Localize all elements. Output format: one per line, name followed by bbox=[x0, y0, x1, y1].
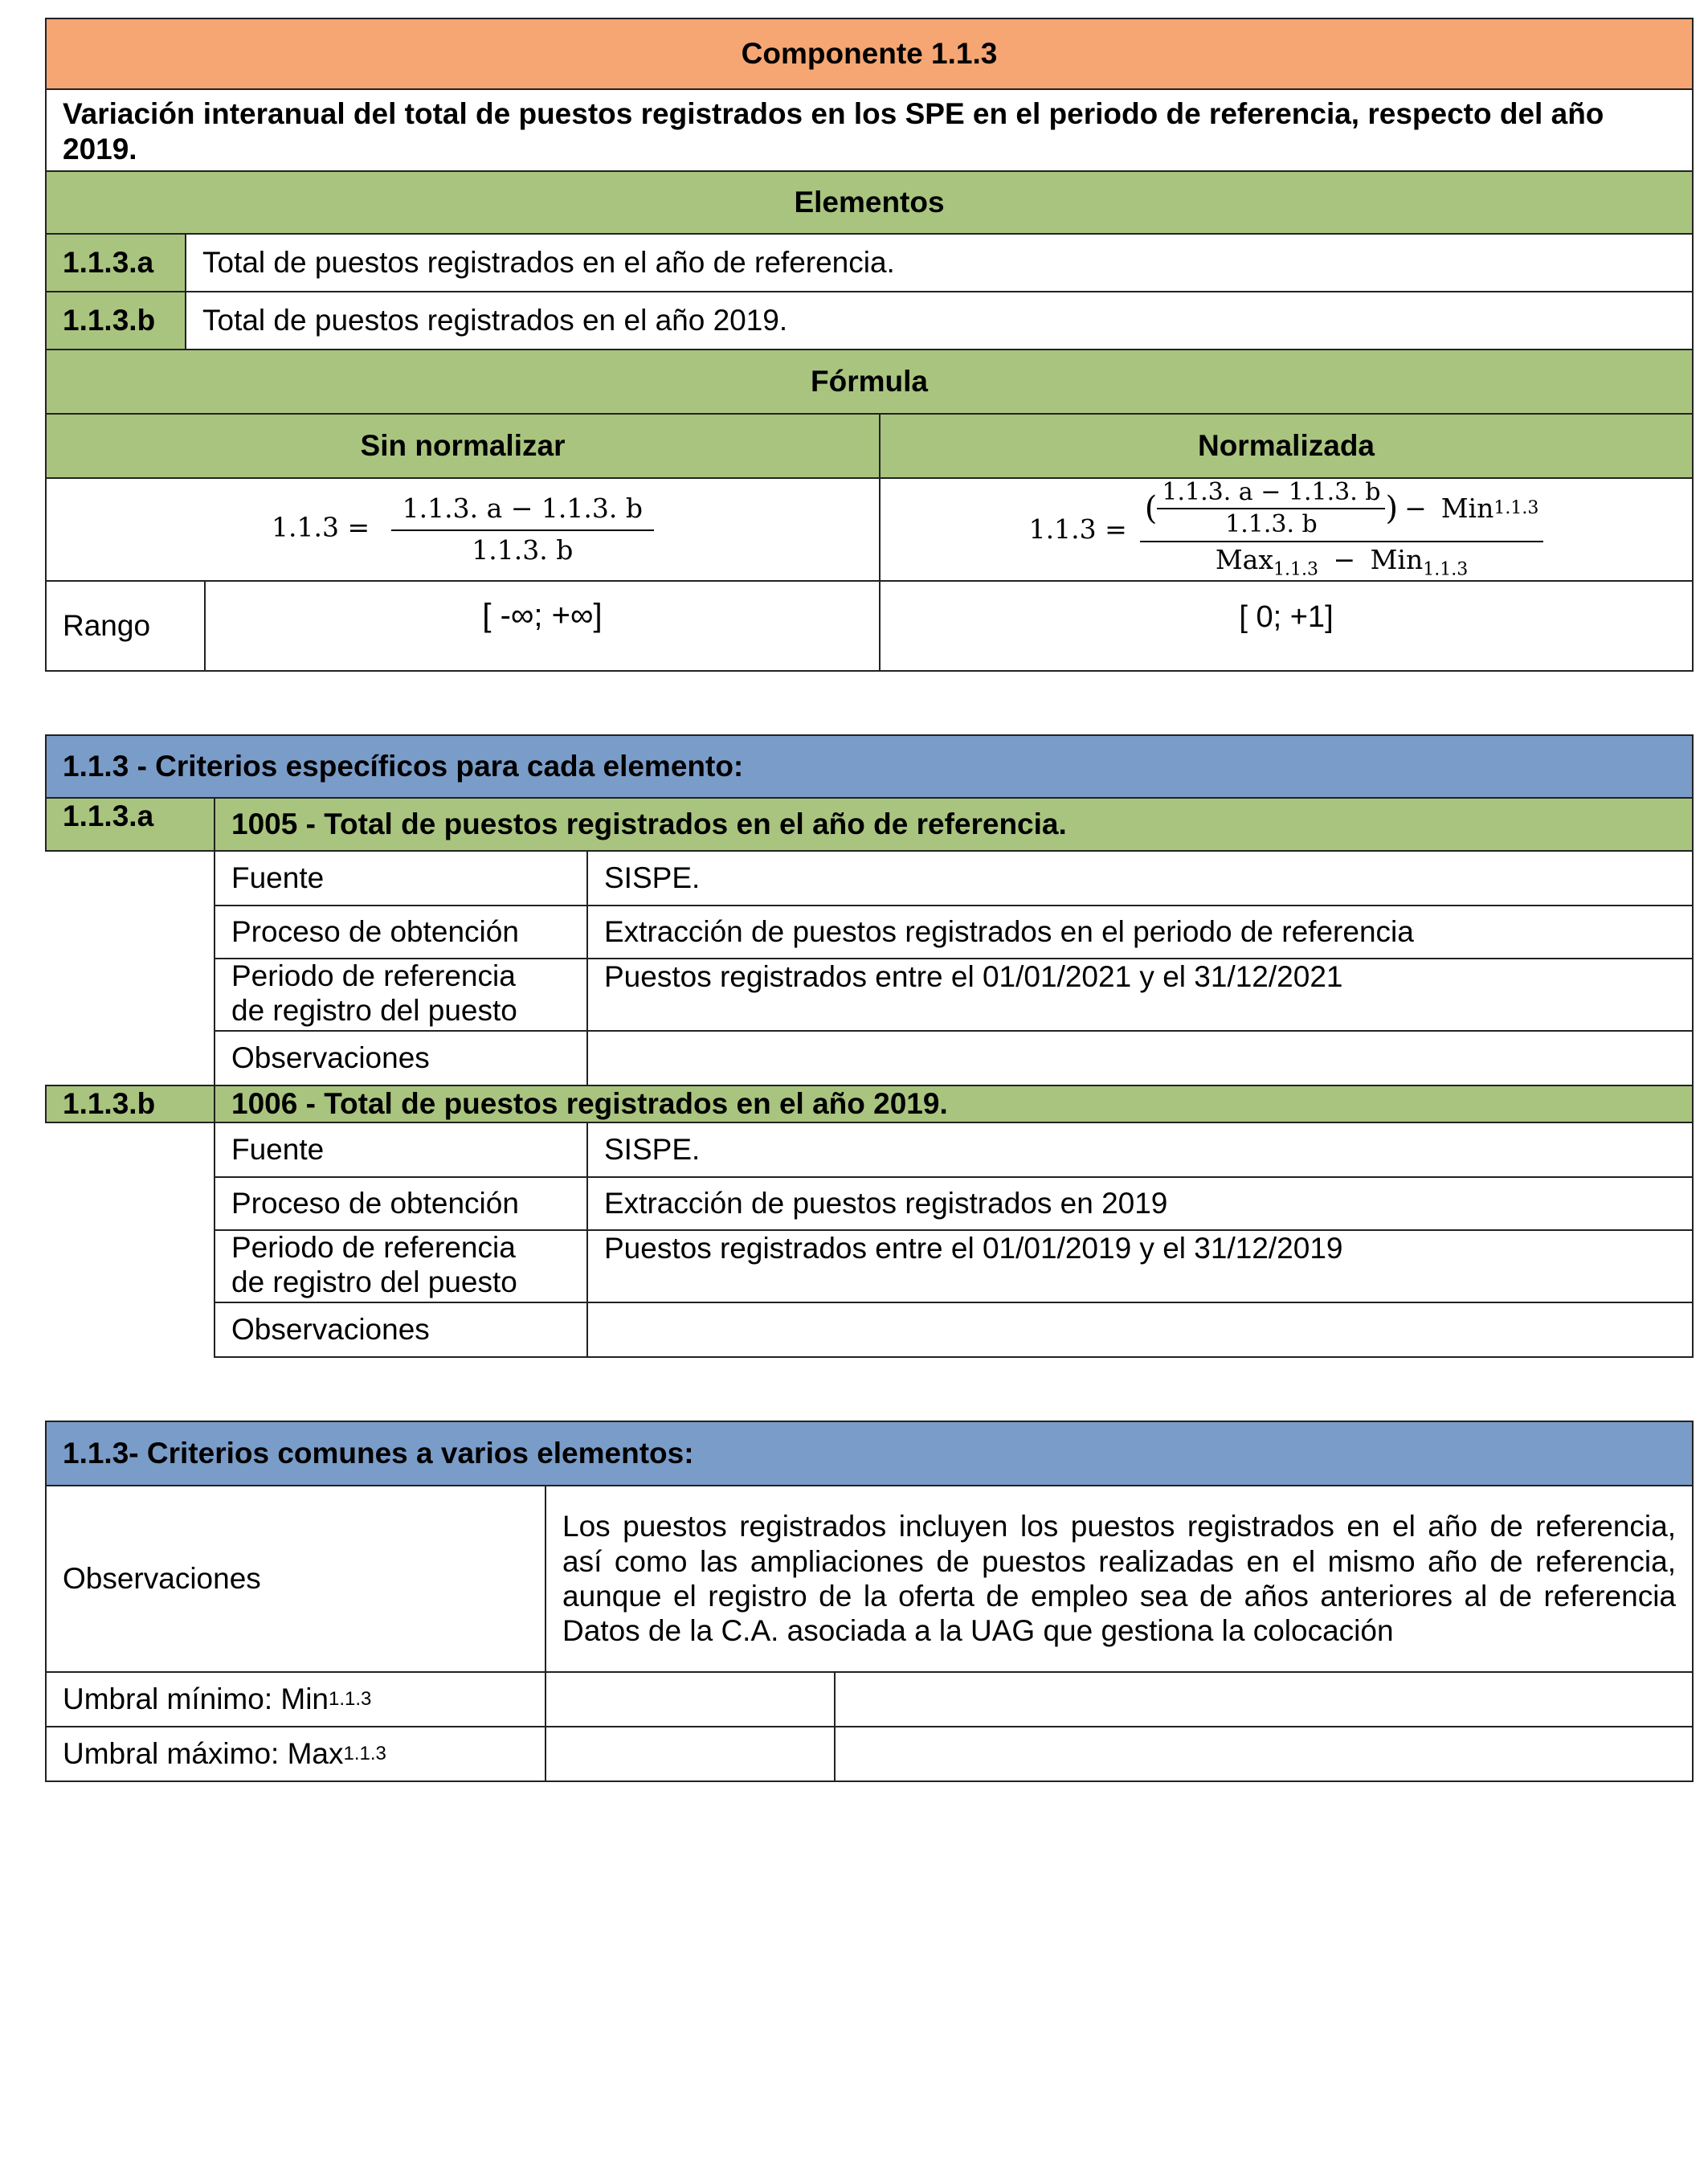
criterios-especificos-header: 1.1.3 - Criterios específicos para cada elemento: bbox=[45, 734, 1694, 799]
row-label-periodo: Periodo de referencia de registro del puesto bbox=[214, 1229, 588, 1303]
row-value-observaciones bbox=[586, 1030, 1694, 1086]
criterios-comunes-header: 1.1.3- Criterios comunes a varios elementos: bbox=[45, 1421, 1694, 1486]
comunes-observaciones-text: Los puestos registrados incluyen los puestos registrados en el año de referencia, así como las ampliaciones de puestos realizadas en el mismo año de referencia, aunque el registro de la oferta de empleo sea de años anteriores al de referencia Datos de la C.A. asociada a la UAG que gestiona la colocación bbox=[545, 1485, 1694, 1673]
elementos-header: Elementos bbox=[45, 170, 1694, 235]
umbral-maximo-value-2 bbox=[834, 1726, 1694, 1782]
element-code-a: 1.1.3.a bbox=[45, 233, 186, 292]
rango-sin-normalizar: [ -∞; +∞] bbox=[204, 580, 881, 672]
sin-normalizar-header: Sin normalizar bbox=[45, 413, 881, 479]
row-label-proceso: Proceso de obtención bbox=[214, 905, 588, 959]
row-value-observaciones bbox=[586, 1302, 1694, 1358]
spec-element-title-b: 1006 - Total de puestos registrados en el año 2019. bbox=[214, 1085, 1694, 1123]
row-label-observaciones: Observaciones bbox=[214, 1302, 588, 1358]
row-value-fuente: SISPE. bbox=[586, 850, 1694, 906]
rango-label: Rango bbox=[45, 580, 206, 672]
row-value-periodo: Puestos registrados entre el 01/01/2021 y el 31/12/2021 bbox=[586, 958, 1694, 1032]
umbral-maximo-value-1 bbox=[545, 1726, 836, 1782]
component-title: Componente 1.1.3 bbox=[45, 18, 1694, 90]
component-description: Variación interanual del total de puestos registrados en los SPE en el periodo de referencia, respecto del año 2019. bbox=[45, 88, 1694, 172]
normalizada-header: Normalizada bbox=[879, 413, 1694, 479]
rango-normalizada: [ 0; +1] bbox=[879, 580, 1694, 672]
row-value-periodo: Puestos registrados entre el 01/01/2019 y el 31/12/2019 bbox=[586, 1229, 1694, 1303]
umbral-minimo-label: Umbral mínimo: Min 1.1.3 bbox=[45, 1671, 546, 1727]
row-label-periodo: Periodo de referencia de registro del puesto bbox=[214, 958, 588, 1032]
umbral-minimo-value-1 bbox=[545, 1671, 836, 1727]
fraction: $\frac{1.1.3. a - 1.1.3. b}{1.1.3. b}$ bbox=[391, 493, 654, 566]
umbral-minimo-value-2 bbox=[834, 1671, 1694, 1727]
element-code-b: 1.1.3.b bbox=[45, 291, 186, 350]
row-value-proceso: Extracción de puestos registrados en 2019 bbox=[586, 1176, 1694, 1231]
formula-normalizada: 1.1.3 = ( $\frac{1.1.3. a - 1.1.3. b}{1.1.3. b}$ ) − Min 1.1.3 Max$_{1.1.3}$ − Min$_{1.1.3}$ bbox=[879, 477, 1694, 582]
row-label-fuente: Fuente bbox=[214, 850, 588, 906]
row-label-fuente: Fuente bbox=[214, 1122, 588, 1178]
formula-sin-normalizar: 1.1.3 = $\frac{1.1.3. a - 1.1.3. b}{1.1.3. b}$ bbox=[45, 477, 881, 582]
row-value-proceso: Extracción de puestos registrados en el periodo de referencia bbox=[586, 905, 1694, 959]
formula-header: Fórmula bbox=[45, 349, 1694, 415]
row-label-observaciones: Observaciones bbox=[214, 1030, 588, 1086]
spec-element-title-a: 1005 - Total de puestos registrados en el año de referencia. bbox=[214, 797, 1694, 852]
row-value-fuente: SISPE. bbox=[586, 1122, 1694, 1178]
comunes-observaciones-label: Observaciones bbox=[45, 1485, 546, 1673]
element-text-a: Total de puestos registrados en el año de referencia. bbox=[185, 233, 1694, 292]
umbral-maximo-label: Umbral máximo: Max 1.1.3 bbox=[45, 1726, 546, 1782]
element-text-b: Total de puestos registrados en el año 2019. bbox=[185, 291, 1694, 350]
spec-element-code-b: 1.1.3.b bbox=[45, 1085, 215, 1123]
spec-element-code-a: 1.1.3.a bbox=[45, 797, 215, 852]
row-label-proceso: Proceso de obtención bbox=[214, 1176, 588, 1231]
fraction: ( $\frac{1.1.3. a - 1.1.3. b}{1.1.3. b}$ ) − Min 1.1.3 Max$_{1.1.3}$ − Min$_{1.1.3}$ bbox=[1140, 478, 1544, 581]
